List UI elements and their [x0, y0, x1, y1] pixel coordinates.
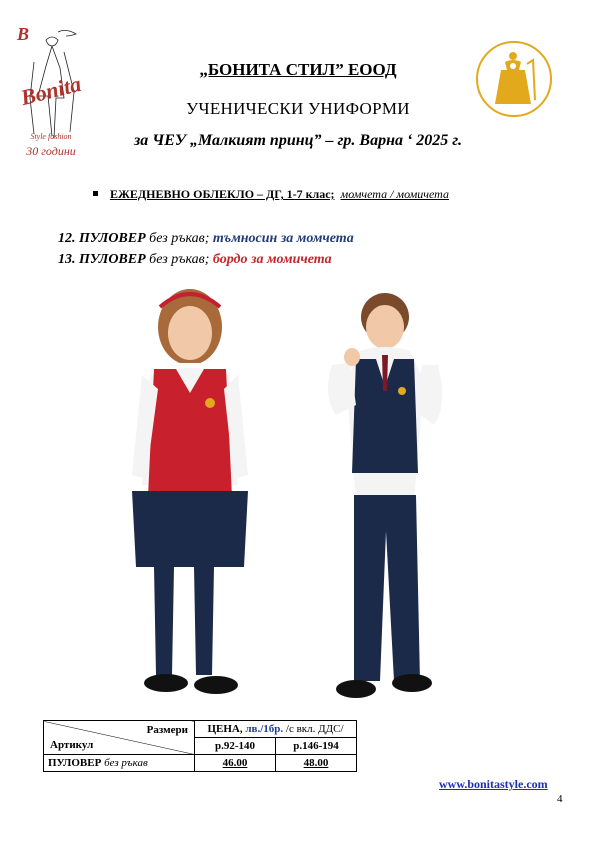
logo-monogram: B — [16, 24, 29, 44]
item-color-note: бордо за момичета — [212, 252, 332, 267]
item-13 — [58, 252, 332, 268]
school-title: за ЧЕУ „Малкият принц” – гр. Варна ‘ 2025 г. — [134, 132, 462, 149]
price-small: 46.00 — [195, 755, 276, 772]
price-large: 48.00 — [276, 755, 357, 772]
article-label: Артикул — [50, 739, 94, 751]
page-number: 4 — [557, 793, 563, 805]
item-number: 12. — [58, 231, 76, 246]
table-row — [44, 755, 357, 772]
item-color-note: тъмносин за момчета — [212, 231, 354, 246]
row-desc: без ръкав — [104, 757, 148, 769]
bonita-logo — [12, 22, 90, 160]
boy-figure — [328, 293, 442, 698]
section-title: ЕЖЕДНЕВНО ОБЛЕКЛО – ДГ, 1-7 клас; — [110, 187, 335, 201]
little-prince-icon — [475, 40, 553, 118]
price-label-c: /с вкл. ДДС/ — [285, 723, 344, 735]
price-table — [43, 720, 357, 772]
website-link[interactable]: www.bonitastyle.com — [439, 777, 548, 791]
size-col-2: р.146-194 — [276, 738, 357, 755]
logo-tagline: Style fashion — [30, 132, 72, 141]
girl-figure — [132, 289, 248, 694]
price-header — [195, 721, 357, 738]
row-name: ПУЛОВЕР — [48, 757, 102, 769]
item-name: ПУЛОВЕР — [79, 231, 146, 246]
price-label-b: лв./1бр. — [245, 723, 284, 735]
section-audience: момчета / момичета — [340, 187, 449, 201]
table-corner-cell — [44, 721, 195, 755]
item-desc: без ръкав; — [149, 252, 210, 267]
section-heading — [93, 187, 449, 202]
price-label-a: ЦЕНА, — [207, 723, 243, 735]
school-emblem — [475, 40, 553, 118]
item-number: 13. — [58, 252, 76, 267]
company-name: „БОНИТА СТИЛ” ЕООД — [199, 60, 397, 79]
uniform-photo — [120, 285, 450, 705]
item-12 — [58, 231, 354, 247]
document-subtitle: УЧЕНИЧЕСКИ УНИФОРМИ — [186, 99, 410, 118]
logo-brand: Bonita — [18, 70, 84, 111]
size-col-1: р.92-140 — [195, 738, 276, 755]
bullet-icon — [93, 191, 98, 196]
logo-years: 30 години — [26, 144, 76, 158]
sizes-label: Размери — [146, 724, 188, 736]
item-name: ПУЛОВЕР — [79, 252, 146, 267]
item-desc: без ръкав; — [149, 231, 210, 246]
row-article — [44, 755, 195, 772]
